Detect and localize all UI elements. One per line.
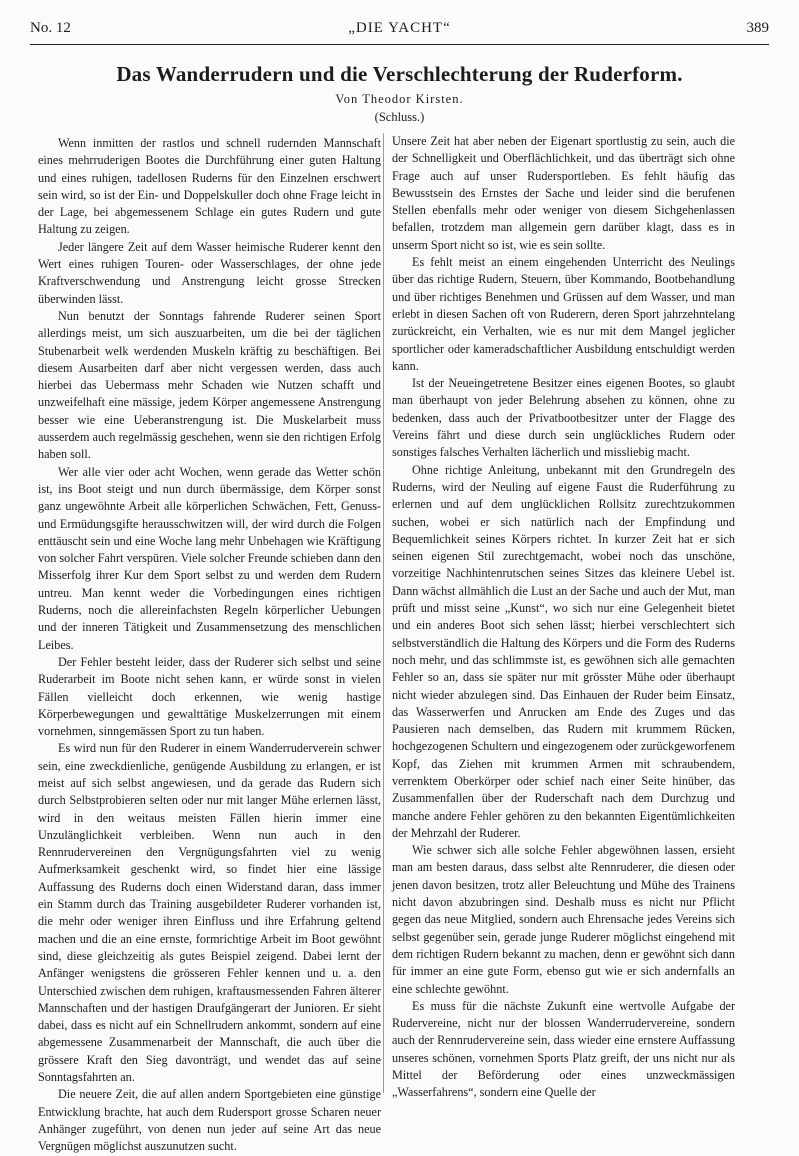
paragraph: Die neuere Zeit, die auf allen andern Sportgebieten eine günstige Entwicklung brachte, hat auch dem Rudersport grosse Scharen neuer Anhänger zugeführt, von denen nun jeder auf seine Art das neue Vergnügen möglichst auszunutzen sucht. <box>38 1087 381 1154</box>
paragraph: Wie schwer sich alle solche Fehler abgewöhnen lassen, ersieht man am besten daraus, dass selbst alte Rennruderer, die diesen oder jenen davon besitzen, trotz aller Beleuchtung und Mühe des Trainens nicht davon abzubringen sind. Deshalb muss es nicht nur Pflicht gegen das neue Mitglied, sondern auch Ehrensache jedes Vereins sich selbst gegenüber sein, gerade junge Ruderer möglichst eingehend mit dem richtigen Rudern bekannt zu machen, denn er gewöhnt sich dann für immer an eine gute Form, ebenso gut wie er sich andernfalls an eine schlechte gewöhnt. <box>392 843 735 996</box>
journal-name: „DIE YACHT“ <box>348 20 451 36</box>
right-column <box>392 133 735 1100</box>
paragraph: Nun benutzt der Sonntags fahrende Ruderer seinen Sport allerdings meist, um sich auszuarbeiten, um die bei der täglichen Stubenarbeit welk werdenden Muskeln kräftig zu beschäftigen. Bei diesem Ausarbeiten darf aber nicht vergessen werden, dass auch hierbei das Uebermass mehr Schaden wie Nutzen schafft und unzweifelhaft eine mässige, jedem Körper angemessene Anstrengung besser wie eine Ueberanstrengung ist. Die Muskelarbeit muss ausserdem auch regelmässig geschehen, wenn sie den richtigen Erfolg haben soll. <box>38 308 381 462</box>
article-byline: Von Theodor Kirsten. <box>335 92 464 106</box>
paragraph: Jeder längere Zeit auf dem Wasser heimische Ruderer kennt den Wert eines ruhigen Touren- oder Wasserschlages, der ohne jede Kraftverschwendung und Anstrengung leicht grosse Strecken überwinden lässt. <box>38 239 381 306</box>
paragraph: Es muss für die nächste Zukunft eine wertvolle Aufgabe der Rudervereine, nicht nur der blossen Wanderrudervereine, sondern auch der Rennrudervereine sein, dass wieder eine ernstere Auffassung unseres schönen, vornehmen Sports Platz greift, der uns nicht nur als Mittel der Beförderung oder eines unzweckmässigen „Wasserfahrens“, sondern eine Quelle der <box>392 998 735 1100</box>
issue-number: No. 12 <box>30 20 71 36</box>
article-note: (Schluss.) <box>374 110 425 124</box>
column-divider <box>383 133 384 1093</box>
paragraph: Ist der Neueingetretene Besitzer eines eigenen Bootes, so glaubt man überhaupt von jeder Belehrung absehen zu können, ohne zu bedenken, dass auch der Privatbootbesitzer unter der Flagge des Vereins fährt und diese durch sein unglückliches Rudern oder sonstiges falsches Verhalten lächerlich und missliebig macht. <box>392 376 735 460</box>
page-number: 389 <box>746 20 769 36</box>
header-rule <box>30 44 769 45</box>
paragraph: Es wird nun für den Ruderer in einem Wanderruderverein schwer sein, eine zweckdienliche, genügende Ausbildung zu erlangen, er ist meist auf sich selbst angewiesen, und da gerade das Rudern sich durch Selbstprobieren selten oder nur mit langer Mühe erlernen lässt, wird in den weitaus meisten Fällen hierin immer eine Unzulänglichkeit verbleiben. Wenn nun auch in den Rennrudervereinen den Vergnügungsfahrten viel zu wenig Aufmerksamkeit geschenkt wird, so findet hier eine lässige Auffassung des Ruderns doch einen Widerstand daran, dass immer ein Stamm durch das Training ausgebildeter Ruderer vorhanden ist, die mehr oder weniger ihren Einfluss und ihre Erfahrung geltend machen und die an eine ernste, formrichtige Arbeit im Boot gewöhnt sind, diese gleichzeitig als gutes Beispiel zeigend. Dabei lernt der Anfänger wenigstens die grösseren Fehler kennen und u. a. den Unterschied zwischen dem ruhigen, kraftausmessenden Fahren älterer Mannschaften und der hastigen Draufgängerart der Junioren. Er sieht dabei, dass es nicht auf ein Schnellrudern ankommt, sondern auf eine abgemessene Zusammenarbeit der Mannschaft, die auch über die grössere Kraft den Sieg davonträgt, und wendet das auf seine Sonntagsfahrten an. <box>38 741 381 1085</box>
paragraph: Wenn inmitten der rastlos und schnell rudernden Mannschaft eines mehrruderigen Bootes die Durchführung einer guten Haltung und eines ruhigen, tadellosen Ruderns für den Einzelnen erschwert sein wird, so ist der Ein- und Doppelskuller doch ohne Frage leicht in der Lage, bei abgemessenem Schlage ein gutes Rudern und gute Haltung zu zeigen. <box>38 136 381 237</box>
paragraph: Unsere Zeit hat aber neben der Eigenart sportlustig zu sein, auch die der Schnelligkeit und Oberflächlichkeit, und das überträgt sich ohne Frage auch auf unser Rudersportleben. Es fehlt häufig das Bewusstsein des Ernstes der Sache und leider sind die berufenen Stellen ebenfalls mehr oder weniger von diesem Sichgehenlassen befallen, trotzdem man allgemein gern darüber klagt, dass es in unserm Sport nicht so ist, wie es sein sollte. <box>392 134 735 252</box>
left-column <box>38 135 381 1154</box>
paragraph: Wer alle vier oder acht Wochen, wenn gerade das Wetter schön ist, ins Boot steigt und nun durch übermässige, dem Körper sonst ganz ungewöhnte Arbeit alle körperlichen Schwächen, Fett, Genuss- und Ermüdungsgifte herausschwitzen will, der wird durch die Folgen enttäuscht sein und eine Woche lang mehr Unbehagen wie Kräftigung von solcher Fahrt verspüren. Viele solcher Freunde schieben dann den Misserfolg ihrer Kur dem Sport selbst zu und werden dem Rudern untreu. Man kennt weder die Vorbedingungen eines richtigen Ruderns, noch die allereinfachsten Regeln körperlicher Uebungen und der inneren Tätigkeit und Zusammensetzung des menschlichen Leibes. <box>38 464 381 652</box>
running-header <box>30 20 769 42</box>
paragraph: Der Fehler besteht leider, dass der Ruderer sich selbst und seine Ruderarbeit im Boote nicht sehen kann, er würde sonst in vielen Fällen vielleicht doch erkennen, wie wenig hastige Körperbewegungen und gewalttätige Muskelzerrungen mit einem vornehmen, sinngemässen Sport zu tun haben. <box>38 654 381 739</box>
article-title: Das Wanderrudern und die Verschlechterung der Ruderform. <box>116 62 683 86</box>
paragraph: Ohne richtige Anleitung, unbekannt mit den Grundregeln des Ruderns, wird der Neuling auf eigene Faust die Ruderführung zu erlernen und auf dem unglücklichen Rollsitz zurechtzukommen suchen, wobei er sich natürlich nach der Empfindung und Bequemlichkeit seines Körpers richtet. In kurzer Zeit hat er sich seinen eigenen Stil zurechtgemacht, wobei noch das unschöne, vorzeitige Nachhintenrutschen seines Sitzes das kleinere Uebel ist. Dann wächst allmählich die Lust an der Sache und auch der Mut, man prüft und misst seine „Kunst“, wo sich nur eine Gelegenheit bietet und ein anderes Boot sich sehen lässt; hierbei verschlechtert sich selbstverständlich die Haltung des Körpers und die Form des Ruderns noch mehr, und das schlimmste ist, es gewöhnen sich alle gemachten Fehler so an, dass sie später nur mit grösster Mühe oder überhaupt nicht wieder abzulegen sind. Das Einhauen der Ruder beim Einsatz, das Wasserwerfen und Anrucken am Ende des Zuges und das Pausieren nach demselben, das Rudern mit krummem Rücken, hochgezogenen Schultern und eingezogenem oder zurückgeworfenem Kopf, das Ziehen mit krummen Armen mit schraubendem, verrenktem Oberkörper oder schief nach einer Seite hinüber, das Zusammenfallen über der Ruderschaft nach dem Durchzug und manche andere Fehler gehören zu den bekannten Eigentümlichkeiten der Mehrzahl der Ruderer. <box>392 462 735 840</box>
paragraph: Es fehlt meist an einem eingehenden Unterricht des Neulings über das richtige Rudern, Steuern, über Kommando, Bootbehandlung und über richtiges Benehmen und Grüssen auf dem Wasser, und man erlebt in diesen Sachen oft von Ruderern, deren Sport jahrzehntelang zurückreicht, ein Verhalten, wie es nur mit dem Mangel jeglicher sportlicher oder kameradschaftlicher Ausbildung entschuldigt werden kann. <box>392 255 735 373</box>
